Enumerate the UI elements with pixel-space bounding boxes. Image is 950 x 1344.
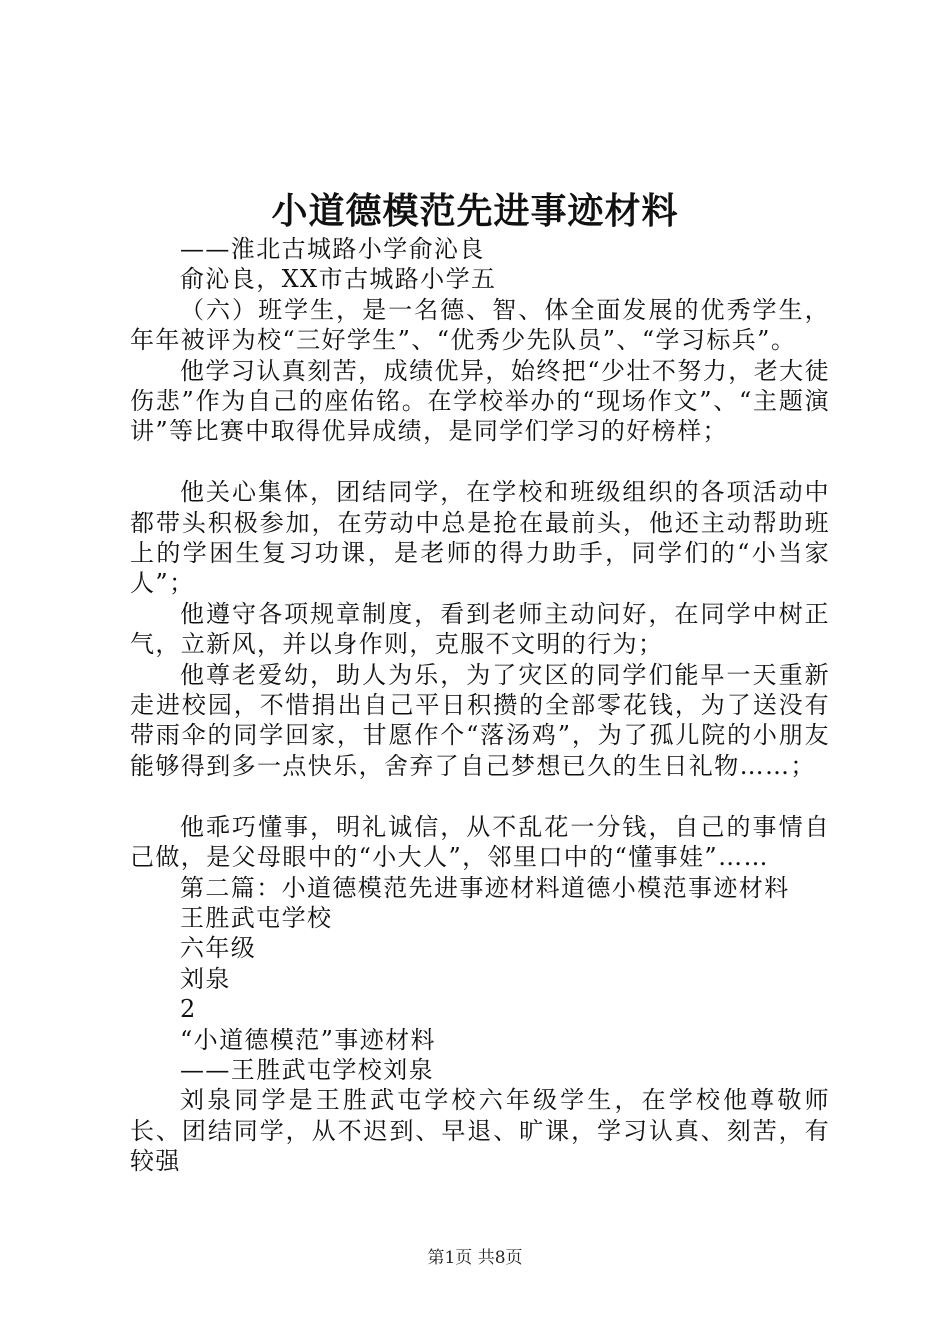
number-line: 2 <box>180 995 197 1024</box>
paragraph: （六）班学生，是一名德、智、体全面发展的优秀学生，年年被评为校“三好学生”、“优秀少先队员”、“学习标兵”。 <box>130 295 830 355</box>
paragraph-gap <box>130 447 830 477</box>
material-subtitle: ——王胜武屯学校刘泉 <box>180 1055 434 1084</box>
page-footer: 第1页 共8页 <box>427 1248 523 1268</box>
paragraph: 俞沁良，XX市古城路小学五 <box>180 265 497 294</box>
material-title: “小道德模范”事迹材料 <box>180 1025 436 1054</box>
paragraph: 他关心集体，团结同学，在学校和班级组织的各项活动中都带头积极参加，在劳动中总是抢在最前头，他还主动帮助班上的学困生复习功课，是老师的得力助手，同学们的“小当家人”； <box>130 478 830 598</box>
paragraph: 他遵守各项规章制度，看到老师主动问好，在同学中树正气，立新风，并以身作则，克服不文明的行为； <box>130 599 830 659</box>
paragraph: 他尊老爱幼，助人为乐，为了灾区的同学们能早一天重新走进校园，不惜捐出自己平日积攒的全部零花钱，为了送没有带雨伞的同学回家，甘愿作个“落汤鸡”，为了孤儿院的小朋友能够得到多一点快乐，舍弃了自己梦想已久的生日礼物……； <box>130 660 830 780</box>
paragraph: 他乖巧懂事，明礼诚信，从不乱花一分钱，自己的事情自己做，是父母眼中的“小大人”，邻里口中的“懂事娃”…… <box>130 812 830 872</box>
school-name: 王胜武屯学校 <box>180 903 333 932</box>
paragraph-gap <box>130 781 830 811</box>
document-body <box>130 234 830 1177</box>
grade-line: 六年级 <box>180 934 257 963</box>
paragraph: 他学习认真刻苦，成绩优异，始终把“少壮不努力，老大徒伤悲”作为自己的座佑铭。在学校举办的“现场作文”、“主题演讲”等比赛中取得优异成绩，是同学们学习的好榜样； <box>130 356 830 446</box>
subtitle-line: ——淮北古城路小学俞沁良 <box>180 235 485 263</box>
student-name: 刘泉 <box>180 964 231 993</box>
section-heading: 第二篇：小道德模范先进事迹材料道德小模范事迹材料 <box>180 873 790 902</box>
paragraph: 刘泉同学是王胜武屯学校六年级学生，在学校他尊敬师长、团结同学，从不迟到、早退、旷课，学习认真、刻苦，有较强 <box>130 1086 830 1176</box>
document-title: 小道德模范先进事迹材料 <box>271 190 679 232</box>
